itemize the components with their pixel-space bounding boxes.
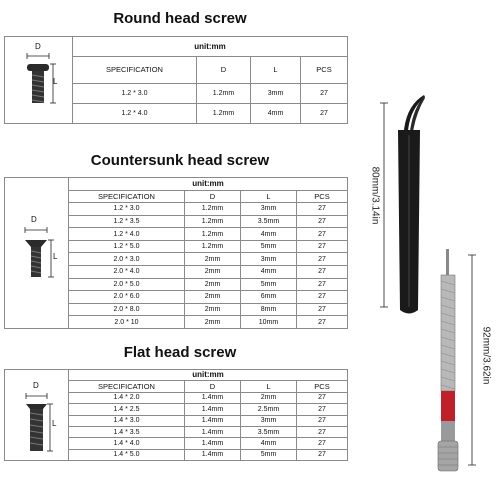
header-specification: SPECIFICATION	[69, 381, 185, 392]
header-l: L	[251, 57, 301, 84]
spec-cell: 1.2 * 4.0	[73, 104, 197, 124]
d-cell: 1.2mm	[185, 203, 241, 216]
countersunk-head-table	[4, 177, 348, 329]
l-cell: 5mm	[241, 278, 297, 291]
d-cell: 2mm	[185, 253, 241, 266]
d-cell: 1.4mm	[185, 392, 241, 403]
screwdriver-cap-icon	[438, 441, 458, 471]
d-cell: 1.2mm	[185, 240, 241, 253]
l-cell: 2mm	[241, 392, 297, 403]
l-cell: 10mm	[241, 316, 297, 329]
spec-cell: 1.4 * 4.0	[69, 438, 185, 449]
header-l: L	[241, 381, 297, 392]
l-cell: 4mm	[241, 266, 297, 279]
pcs-cell: 27	[297, 316, 348, 329]
spec-cell: 2.0 * 5.0	[69, 278, 185, 291]
pcs-cell: 27	[297, 253, 348, 266]
pcs-cell: 27	[297, 303, 348, 316]
spec-cell: 1.4 * 2.0	[69, 392, 185, 403]
screwdriver-illustration	[420, 245, 480, 485]
header-l: L	[241, 190, 297, 203]
flat-head-screw-image	[5, 370, 69, 461]
l-cell: 3mm	[241, 253, 297, 266]
unit-label: unit:mm	[73, 37, 348, 57]
pcs-cell: 27	[297, 215, 348, 228]
header-pcs: PCS	[297, 381, 348, 392]
flat-head-title: Flat head screw	[123, 344, 237, 361]
dimension-d-label: D	[33, 381, 39, 390]
spec-cell: 1.2 * 3.5	[69, 215, 185, 228]
pcs-cell: 27	[297, 278, 348, 291]
spec-cell: 2.0 * 3.0	[69, 253, 185, 266]
pcs-cell: 27	[297, 438, 348, 449]
screwdriver-blade-icon	[446, 249, 449, 279]
header-d: D	[185, 381, 241, 392]
screwdriver-dimension-line	[468, 255, 476, 465]
header-d: D	[197, 57, 251, 84]
l-cell: 3.5mm	[241, 426, 297, 437]
pcs-cell: 27	[297, 266, 348, 279]
d-cell: 1.4mm	[185, 404, 241, 415]
unit-label: unit:mm	[69, 370, 348, 381]
spec-cell: 1.4 * 3.0	[69, 415, 185, 426]
countersunk-head-screw-image	[5, 178, 69, 329]
l-cell: 3mm	[241, 415, 297, 426]
l-cell: 4mm	[241, 228, 297, 241]
pcs-cell: 27	[297, 291, 348, 304]
spec-cell: 2.0 * 6.0	[69, 291, 185, 304]
header-d: D	[185, 190, 241, 203]
spec-cell: 1.4 * 2.5	[69, 404, 185, 415]
dimension-l-label: L	[53, 76, 58, 86]
l-cell: 5mm	[241, 240, 297, 253]
spec-cell: 1.2 * 5.0	[69, 240, 185, 253]
spec-cell: 2.0 * 4.0	[69, 266, 185, 279]
d-cell: 1.4mm	[185, 415, 241, 426]
tweezers-dimension-line	[380, 103, 388, 307]
spec-cell: 1.4 * 3.5	[69, 426, 185, 437]
l-cell: 4mm	[241, 438, 297, 449]
pcs-cell: 27	[297, 415, 348, 426]
countersunk-head-title: Countersunk head screw	[90, 152, 270, 169]
header-pcs: PCS	[301, 57, 348, 84]
pcs-cell: 27	[297, 404, 348, 415]
round-head-title: Round head screw	[113, 10, 247, 27]
flat-head-table	[4, 369, 348, 461]
spec-cell: 2.0 * 8.0	[69, 303, 185, 316]
spec-cell: 1.2 * 3.0	[73, 84, 197, 104]
pcs-cell: 27	[297, 449, 348, 460]
l-cell: 3.5mm	[241, 215, 297, 228]
d-cell: 1.2mm	[197, 104, 251, 124]
d-cell: 1.4mm	[185, 426, 241, 437]
spec-cell: 2.0 * 10	[69, 316, 185, 329]
flat-head-screw-icon	[5, 370, 69, 460]
header-specification: SPECIFICATION	[73, 57, 197, 84]
d-cell: 1.4mm	[185, 438, 241, 449]
countersunk-head-screw-icon	[5, 178, 69, 328]
l-cell: 3mm	[251, 84, 301, 104]
dimension-d-label: D	[35, 41, 41, 51]
d-cell: 1.4mm	[185, 449, 241, 460]
round-head-screw-icon	[5, 38, 73, 123]
round-head-screw-image	[5, 37, 73, 124]
pcs-cell: 27	[297, 203, 348, 216]
pcs-cell: 27	[297, 228, 348, 241]
d-cell: 2mm	[185, 278, 241, 291]
d-cell: 2mm	[185, 303, 241, 316]
dimension-l-label: L	[52, 419, 57, 428]
l-cell: 2.5mm	[241, 404, 297, 415]
d-cell: 1.2mm	[185, 228, 241, 241]
l-cell: 5mm	[241, 449, 297, 460]
l-cell: 3mm	[241, 203, 297, 216]
pcs-cell: 27	[297, 426, 348, 437]
pcs-cell: 27	[297, 392, 348, 403]
tweezers-size-label: 80mm/3.14in	[369, 166, 381, 225]
round-head-table	[4, 36, 348, 124]
d-cell: 2mm	[185, 316, 241, 329]
pcs-cell: 27	[301, 84, 348, 104]
pcs-cell: 27	[297, 240, 348, 253]
spec-cell: 1.2 * 3.0	[69, 203, 185, 216]
d-cell: 1.2mm	[197, 84, 251, 104]
unit-label: unit:mm	[69, 178, 348, 191]
d-cell: 2mm	[185, 291, 241, 304]
d-cell: 2mm	[185, 266, 241, 279]
dimension-d-label: D	[31, 215, 37, 224]
spec-cell: 1.2 * 4.0	[69, 228, 185, 241]
spec-cell: 1.4 * 5.0	[69, 449, 185, 460]
l-cell: 8mm	[241, 303, 297, 316]
screwdriver-size-label: 92mm/3.62in	[480, 326, 492, 385]
header-specification: SPECIFICATION	[69, 190, 185, 203]
l-cell: 4mm	[251, 104, 301, 124]
pcs-cell: 27	[301, 104, 348, 124]
d-cell: 1.2mm	[185, 215, 241, 228]
dimension-l-label: L	[53, 252, 58, 261]
screwdriver-red-band	[441, 391, 455, 421]
l-cell: 6mm	[241, 291, 297, 304]
header-pcs: PCS	[297, 190, 348, 203]
